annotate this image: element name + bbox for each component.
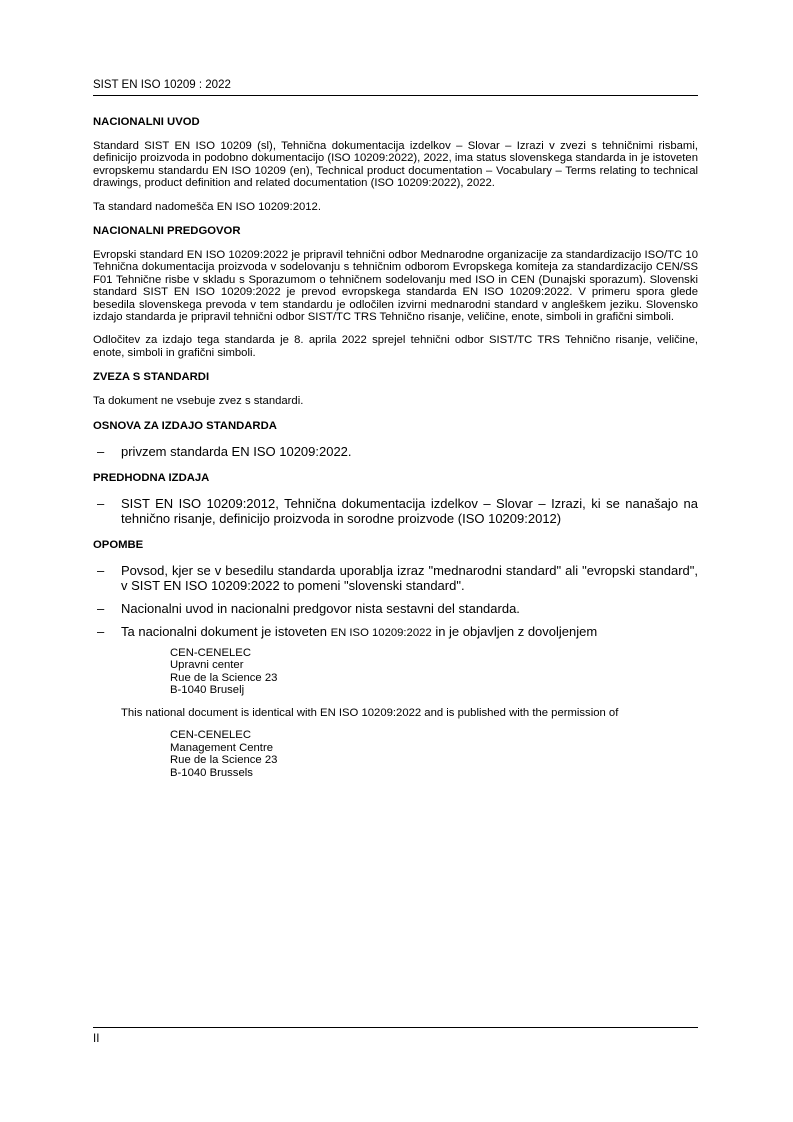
heading-zveza-s-standardi: ZVEZA S STANDARDI xyxy=(93,371,210,384)
list-dash: – xyxy=(97,495,105,511)
list-dash: – xyxy=(97,623,105,639)
address-line: CEN-CENELEC xyxy=(170,729,251,742)
list-item-text: Povsod, kjer se v besedilu standarda uporablja izraz "mednarodni standard" ali "evropski standard", v SIST EN ISO 10209:2022 to pomeni "slovenski standard". xyxy=(121,562,698,593)
list-item-text: SIST EN ISO 10209:2012, Tehnična dokumentacija izdelkov – Slovar – Izrazi, ki se nanašajo na tehnično risanje, definicijo proizvoda in sorodne proizvode (ISO 10209:2012) xyxy=(121,495,698,526)
header-doc-id: SIST EN ISO 10209 : 2022 xyxy=(93,79,231,91)
address-line: Management Centre xyxy=(170,741,273,754)
heading-nacionalni-predgovor: NACIONALNI PREDGOVOR xyxy=(93,225,241,238)
address-line: B-1040 Brussels xyxy=(170,766,253,779)
list-item-text: Nacionalni uvod in nacionalni predgovor nista sestavni del standarda. xyxy=(121,600,520,616)
list-item-text-suffix: in je objavljen z dovoljenjem xyxy=(431,623,598,639)
predhodna-list xyxy=(93,496,698,526)
address-line: Rue de la Science 23 xyxy=(170,671,278,684)
address-slovenian xyxy=(93,647,698,697)
list-dash: – xyxy=(97,600,105,616)
heading-nacionalni-uvod: NACIONALNI UVOD xyxy=(93,116,200,128)
list-item-text-prefix: Ta nacionalni dokument je istoveten xyxy=(121,623,331,639)
list-dash: – xyxy=(97,562,105,578)
page-number: II xyxy=(93,1033,100,1045)
address-english xyxy=(93,729,698,779)
document-page xyxy=(93,0,698,1122)
footer-rule xyxy=(93,1027,698,1028)
list-item xyxy=(93,563,698,593)
list-item xyxy=(93,624,698,641)
list-item xyxy=(93,444,698,459)
predgovor-paragraph-1: Evropski standard EN ISO 10209:2022 je pripravil tehnični odbor Mednarodne organizacije za standardizacijo ISO/TC 10 Tehnična dokumentacija proizvoda v sodelovanju s tehničnim odborom Evropskega komiteja za standardizacijo CEN/SS F01 Tehnične risbe v skladu s Sporazumom o tehničnem sodelovanju med ISO in CEN (Dunajski sporazum). Slovenski standard SIST EN ISO 10209:2022 je prevod evropskega standarda EN ISO 10209:2022. V primeru spora glede besedila slovenskega prevoda v tem standardu je odločilen izvirni mednarodni standard v angleškem jeziku. Slovensko izdajo standarda je pripravil tehnični odbor SIST/TC TRS Tehnično risanje, veličine, enote, simboli in grafični simboli. xyxy=(93,249,698,324)
list-item xyxy=(93,601,698,616)
address-line: CEN-CENELEC xyxy=(170,646,251,659)
header-rule xyxy=(93,95,698,96)
zveza-paragraph: Ta dokument ne vsebuje zvez s standardi. xyxy=(93,395,304,408)
uvod-paragraph-2: Ta standard nadomešča EN ISO 10209:2012. xyxy=(93,200,321,213)
predgovor-paragraph-2: Odločitev za izdajo tega standarda je 8. aprila 2022 sprejel tehnični odbor SIST/TC TRS Tehnično risanje, veličine, enote, simboli in grafični simboli. xyxy=(93,334,698,359)
opombe-list xyxy=(93,563,698,641)
address-line: Rue de la Science 23 xyxy=(170,754,278,767)
address-line: Upravni center xyxy=(170,659,244,672)
heading-predhodna-izdaja: PREDHODNA IZDAJA xyxy=(93,471,210,484)
address-line: B-1040 Bruselj xyxy=(170,684,245,697)
heading-opombe: OPOMBE xyxy=(93,538,144,551)
osnova-list xyxy=(93,444,698,459)
english-note: This national document is identical with EN ISO 10209:2022 and is published with the permission of xyxy=(121,706,619,719)
list-item xyxy=(93,496,698,526)
list-item-text: privzem standarda EN ISO 10209:2022. xyxy=(121,443,352,459)
document-content xyxy=(93,115,698,789)
heading-osnova: OSNOVA ZA IZDAJO STANDARDA xyxy=(93,419,277,432)
list-dash: – xyxy=(97,443,105,459)
list-item-text-ref: EN ISO 10209:2022 xyxy=(330,626,432,639)
uvod-paragraph-1: Standard SIST EN ISO 10209 (sl), Tehnična dokumentacija izdelkov – Slovar – Izrazi v zvezi s tehničnimi risbami, definicijo proizvoda in podobno dokumentacijo (ISO 10209:2022), 2022, ima status slovenskega standarda in je istoveten evropskemu standardu EN ISO 10209 (en), Technical product documentation – Vocabulary – Terms relating to technical drawings, product definition and related documentation (ISO 10209:2022), 2022. xyxy=(93,140,698,190)
